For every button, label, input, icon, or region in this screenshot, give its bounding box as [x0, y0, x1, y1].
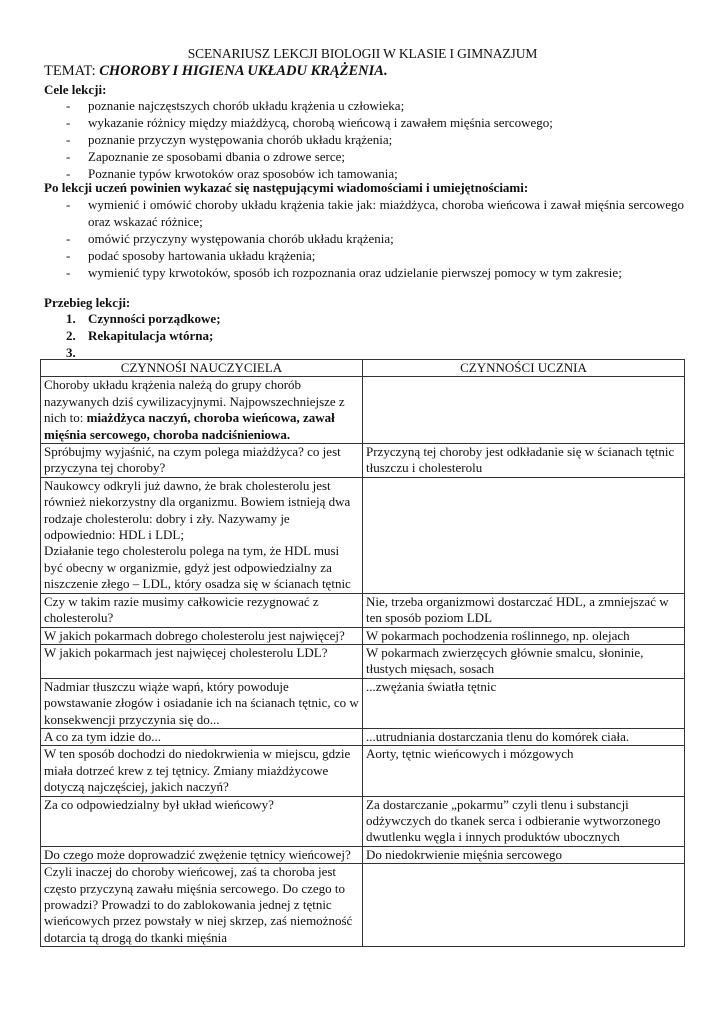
table-row	[41, 796, 685, 846]
student-cell: Nie, trzeba organizmowi dostarczać HDL, a zmniejszać w ten sposób poziom LDL	[363, 593, 685, 627]
table-row	[41, 728, 685, 745]
teacher-cell: W ten sposób dochodzi do niedokrwienia w miejscu, gdzie miała dotrzeć krew z tej tętnicy. Zmiany miażdżycowe dotyczą najczęściej, jakich naczyń?	[41, 746, 363, 796]
goals-list	[44, 97, 684, 182]
list-item: - wymienić typy krwotoków, sposób ich rozpoznania oraz udzielanie pierwszej pomocy w tym zakresie;	[66, 265, 622, 280]
student-cell: Za dostarczanie „pokarmu” czyli tlenu i substancji odżywczych do tkanek serca i odbieranie wytworzonego dwutlenku węgla i innych produktów ubocznych	[363, 796, 685, 846]
table-row	[41, 846, 685, 863]
teacher-cell: W jakich pokarmach dobrego cholesterolu jest najwięcej?	[41, 627, 363, 644]
procedure-list: 1. Czynności porządkowe; 2. Rekapitulacja wtórna; 3.	[44, 310, 221, 344]
list-item: - poznanie przyczyn występowania chorób układu krążenia;	[66, 132, 393, 147]
list-item: 1. Czynności porządkowe;	[66, 311, 221, 326]
list-item: 2. Rekapitulacja wtórna;	[66, 328, 214, 343]
topic-line	[44, 62, 388, 81]
table-row	[41, 477, 685, 593]
student-cell: W pokarmach pochodzenia roślinnego, np. olejach	[363, 627, 685, 644]
list-item: - poznanie najczęstszych chorób układu krążenia u człowieka;	[66, 98, 405, 113]
student-cell: ...zwężania światła tętnic	[363, 678, 685, 728]
header-student: CZYNNOŚCI UCZNIA	[363, 360, 685, 377]
list-item: - wymienić i omówić choroby układu krążenia takie jak: miażdżyca, choroba wieńcowa i zawał mięśnia sercowego oraz wskazać różnice;	[66, 197, 684, 229]
table-row	[41, 864, 685, 947]
list-item: - omówić przyczyny występowania chorób układu krążenia;	[66, 231, 394, 246]
teacher-cell: Czy w takim razie musimy całkowicie rezygnować z cholesterolu?	[41, 593, 363, 627]
table-row	[41, 746, 685, 796]
topic-value: CHOROBY I HIGIENA UKŁADU KRĄŻENIA.	[99, 63, 388, 79]
table-row	[41, 644, 685, 678]
table-row	[41, 593, 685, 627]
student-cell: Przyczyną tej choroby jest odkładanie się w ścianach tętnic tłuszczu i cholesterolu	[363, 444, 685, 478]
list-item: - Zapoznanie ze sposobami dbania o zdrowe serce;	[66, 149, 346, 164]
list-item: - wykazanie różnicy między miażdżycą, chorobą wieńcową i zawałem mięśnia sercowego;	[66, 115, 553, 130]
goals-heading: Cele lekcji:	[44, 82, 107, 97]
topic-label: TEMAT:	[44, 63, 96, 79]
teacher-cell: A co za tym idzie do...	[41, 728, 363, 745]
table-row	[41, 377, 685, 444]
table-header-row	[41, 360, 685, 377]
student-cell: Aorty, tętnic wieńcowych i mózgowych	[363, 746, 685, 796]
student-cell	[363, 377, 685, 444]
teacher-cell: Choroby układu krążenia należą do grupy chorób nazywanych dziś cywilizacyjnymi. Najpowszechniejsze z nich to: miażdżyca naczyń, choroba wieńcowa, zawał mięśnia sercowego, choroba nadciśnieniowa.	[41, 377, 363, 444]
outcomes-heading: Po lekcji uczeń powinien wykazać się następującymi wiadomościami i umiejętnościami:	[44, 180, 529, 195]
student-cell: W pokarmach zwierzęcych głównie smalcu, słoninie, tłustych mięsach, sosach	[363, 644, 685, 678]
lesson-table	[40, 359, 685, 947]
teacher-cell: Spróbujmy wyjaśnić, na czym polega miażdżyca? co jest przyczyna tej choroby?	[41, 444, 363, 478]
teacher-cell: Naukowcy odkryli już dawno, że brak cholesterolu jest również niekorzystny dla organizmu. Bowiem istnieją dwa rodzaje cholesterolu: dobry i zły. Nazywamy je odpowiednio: HDL i LDL; Działanie tego cholesterolu polega na tym, że HDL musi być obecny w organizmie, gdyż jest odpowiedzialny za niszczenie złego – LDL, który osadza się w ścianach tętnic	[41, 477, 363, 593]
outcomes-list	[44, 196, 684, 281]
table-row	[41, 444, 685, 478]
list-item: - podać sposoby hartowania układu krążenia;	[66, 248, 316, 263]
student-cell: Do niedokrwienie mięśnia sercowego	[363, 846, 685, 863]
teacher-cell: Do czego może doprowadzić zwężenie tętnicy wieńcowej?	[41, 846, 363, 863]
table-row	[41, 678, 685, 728]
student-cell: ...utrudniania dostarczania tlenu do komórek ciała.	[363, 728, 685, 745]
header-teacher: CZYNNOŚI NAUCZYCIELA	[41, 360, 363, 377]
list-item: - Poznanie typów krwotoków oraz sposobów ich tamowania;	[66, 166, 398, 181]
student-cell	[363, 477, 685, 593]
teacher-cell: Za co odpowiedzialny był układ wieńcowy?	[41, 796, 363, 846]
teacher-cell: Nadmiar tłuszczu wiąże wapń, który powoduje powstawanie złogów i osiadanie ich na ścianach tętnic, co w konsekwencji przyczynia się do...	[41, 678, 363, 728]
document-title: SCENARIUSZ LEKCJI BIOLOGII W KLASIE I GIMNAZJUM	[187, 46, 538, 61]
table-row	[41, 627, 685, 644]
teacher-cell: W jakich pokarmach jest najwięcej cholesterolu LDL?	[41, 644, 363, 678]
student-cell	[363, 864, 685, 947]
teacher-cell: Czyli inaczej do choroby wieńcowej, zaś ta choroba jest często przyczyną zawału mięśnia sercowego. Do czego to prowadzi? Prowadzi to do zablokowania jednej z tętnic wieńcowych przez powstały w niej skrzep, zaś niemożność dotarcia tą drogą do tkanki mięśnia	[41, 864, 363, 947]
procedure-heading: Przebieg lekcji:	[44, 295, 131, 310]
